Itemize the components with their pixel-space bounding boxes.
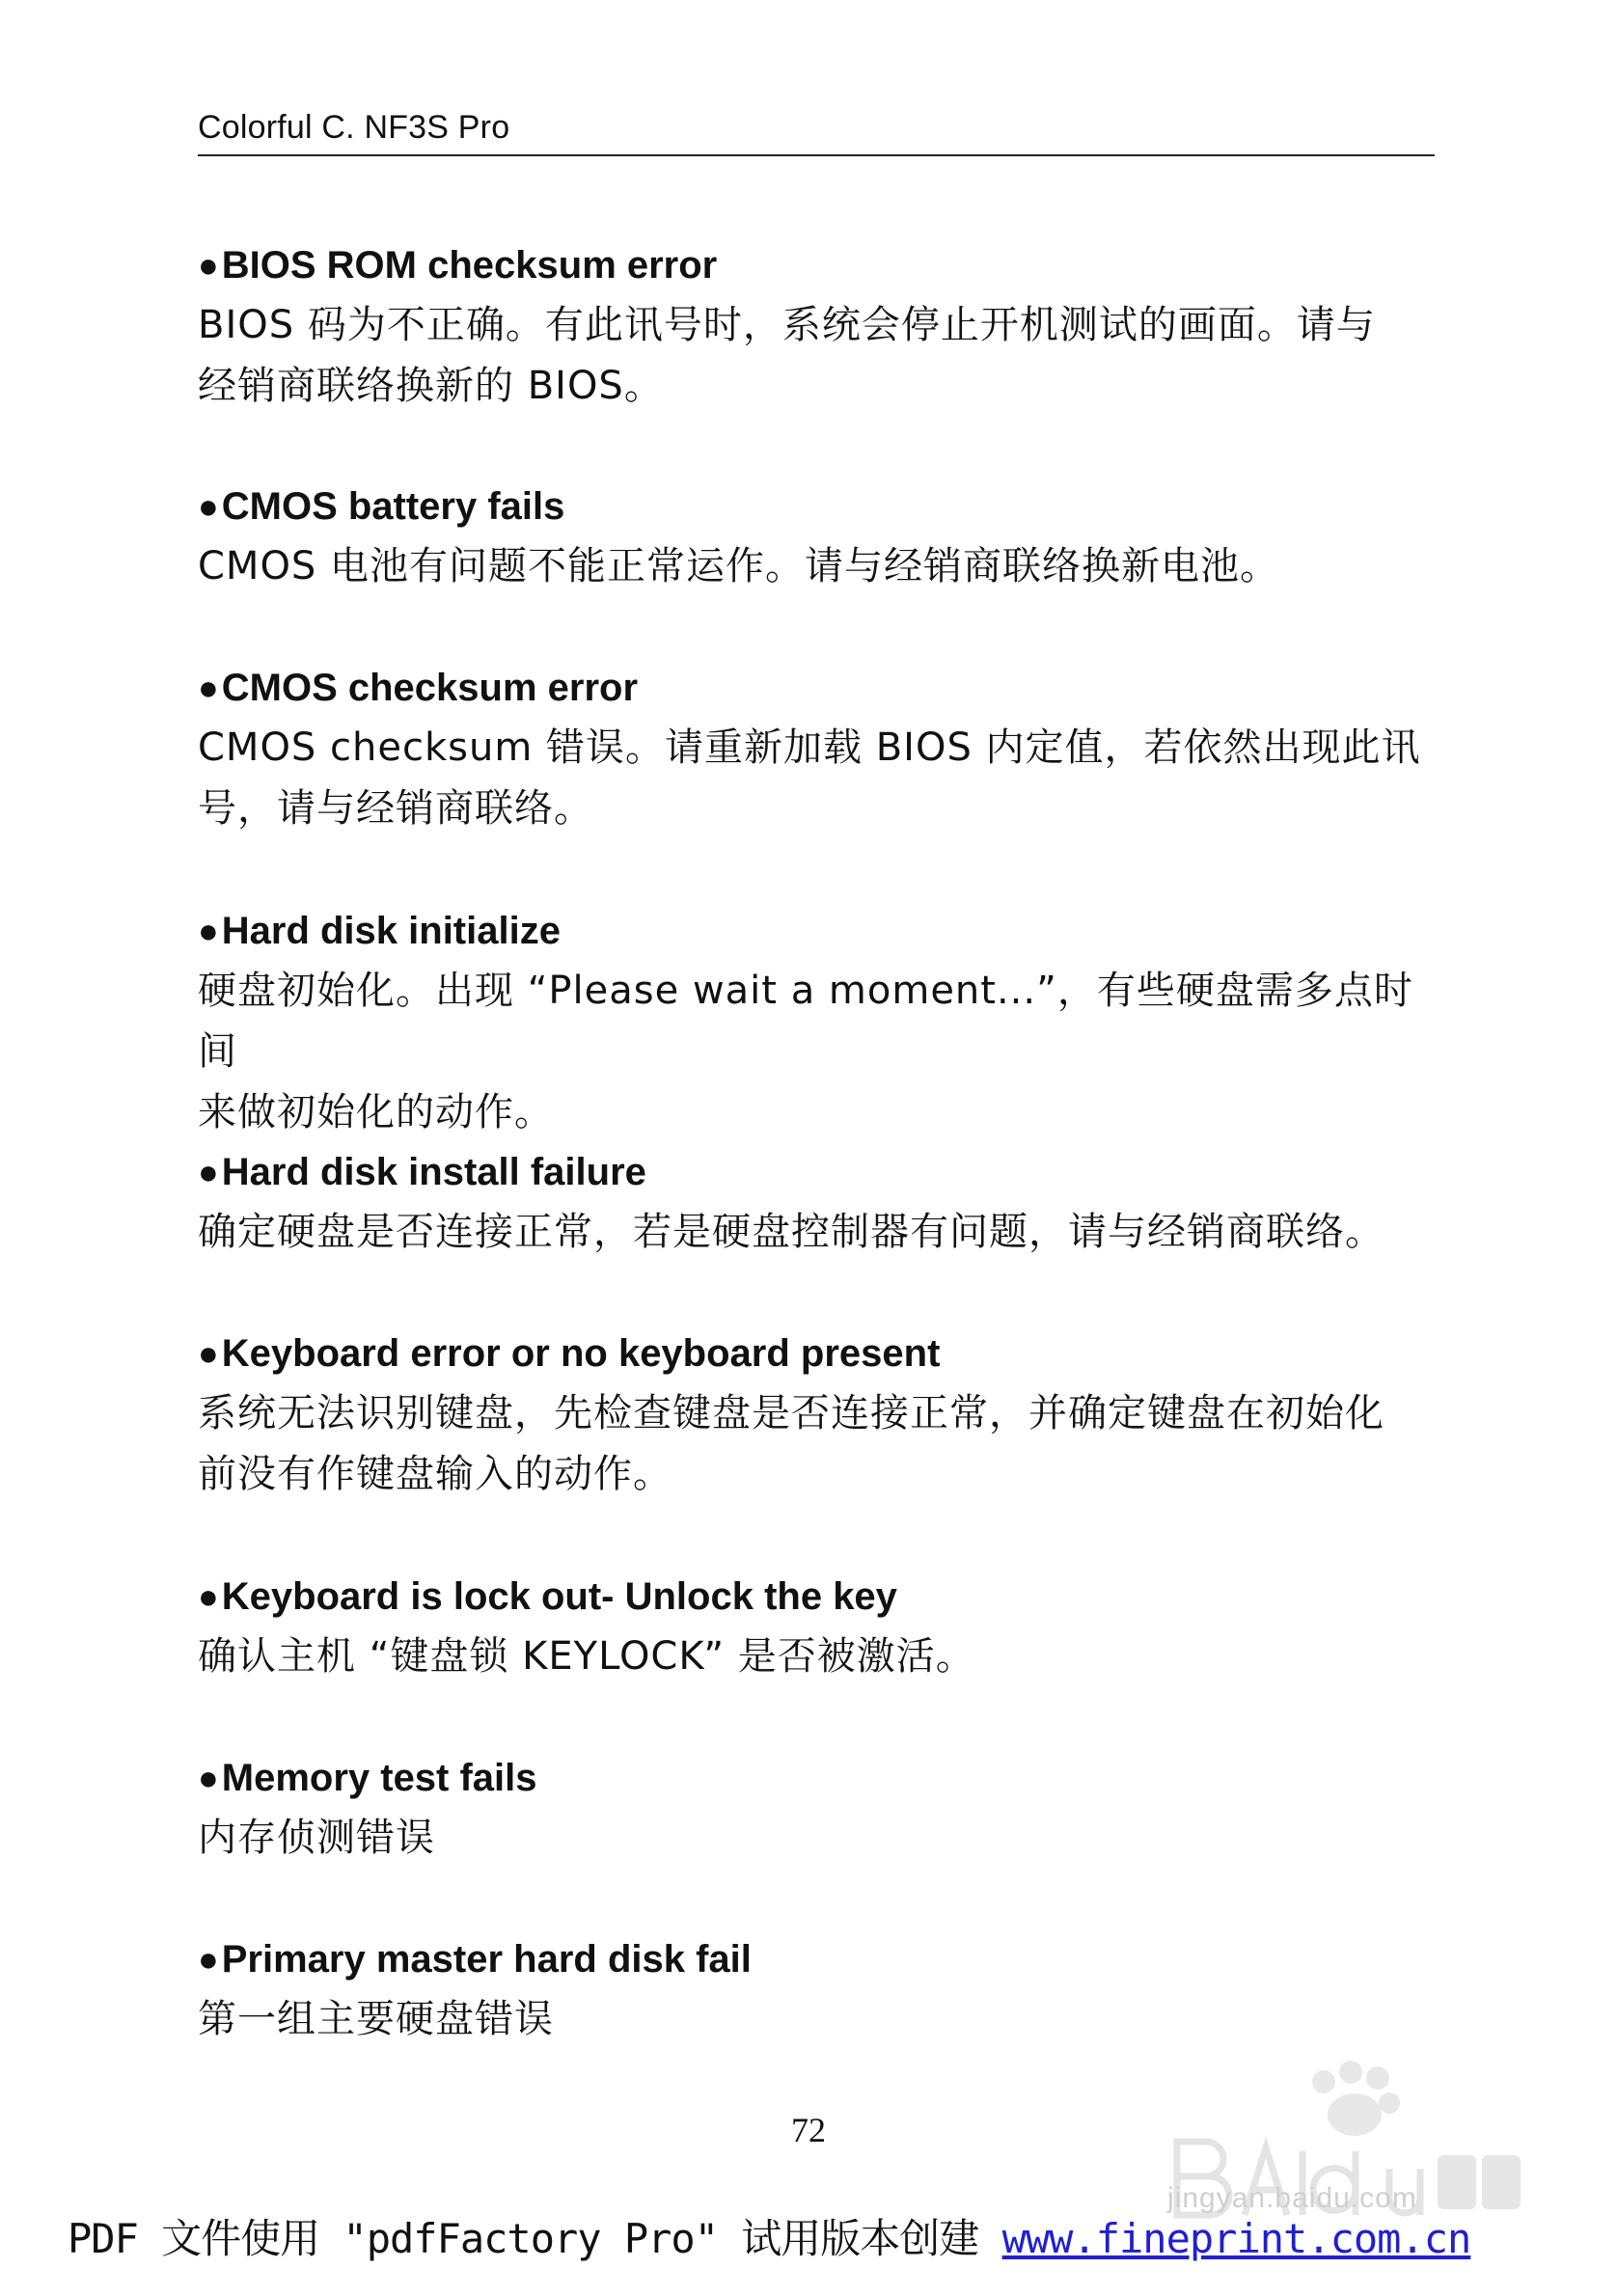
error-description-line: 号，请与经销商联络。 [198, 786, 593, 831]
error-title-text: BIOS ROM checksum error [221, 244, 718, 287]
error-entry [198, 901, 1435, 1142]
error-description-line: 经销商联络换新的 BIOS。 [198, 364, 664, 408]
bullet-icon: ● [198, 1576, 219, 1616]
error-description-line: 系统无法识别键盘，先检查键盘是否连接正常，并确定键盘在初始化 [198, 1391, 1384, 1435]
error-entry [198, 1567, 1435, 1748]
error-title-text: CMOS checksum error [221, 667, 639, 709]
error-title [198, 477, 1435, 536]
error-title-text: Primary master hard disk fail [221, 1938, 752, 1981]
page-number: 72 [791, 2111, 826, 2149]
bullet-icon: ● [198, 1152, 219, 1191]
error-description-line: 硬盘初始化。出现 “Please wait a moment...”，有些硬盘需多点时间 [198, 969, 1413, 1074]
error-title [198, 235, 1435, 295]
error-entry [198, 1142, 1435, 1324]
error-description-line: CMOS 电池有问题不能正常运作。请与经销商联络换新电池。 [198, 544, 1280, 588]
error-title [198, 1567, 1435, 1626]
error-description-line: 确定硬盘是否连接正常，若是硬盘控制器有问题，请与经销商联络。 [198, 1210, 1384, 1254]
error-description-line: 前没有作键盘输入的动作。 [198, 1452, 672, 1496]
pdf-footer [68, 2215, 1470, 2263]
error-description-line: 内存侦测错误 [198, 1816, 435, 1860]
error-title-text: Hard disk initialize [221, 910, 561, 952]
error-description-line: CMOS checksum 错误。请重新加载 BIOS 内定值，若依然出现此讯 [198, 725, 1421, 770]
error-title-text: Memory test fails [221, 1757, 537, 1799]
bullet-icon: ● [198, 1333, 219, 1373]
error-title-text: CMOS battery fails [221, 485, 565, 528]
bullet-icon: ● [198, 668, 219, 707]
page-header [198, 106, 1435, 156]
bullet-icon: ● [198, 486, 219, 526]
error-description-line: 第一组主要硬盘错误 [198, 1997, 554, 2041]
error-description-line: 确认主机 “键盘锁 KEYLOCK” 是否被激活。 [198, 1634, 975, 1679]
error-title-text: Hard disk install failure [221, 1151, 646, 1193]
error-message-list [198, 235, 1435, 2055]
error-description-line: BIOS 码为不正确。有此讯号时，系统会停止开机测试的画面。请与 [198, 303, 1376, 347]
error-entry [198, 477, 1435, 658]
error-title [198, 1142, 1435, 1202]
error-entry [198, 235, 1435, 477]
bullet-icon: ● [198, 1758, 219, 1797]
bullet-icon: ● [198, 911, 219, 950]
error-entry [198, 1748, 1435, 1929]
error-description-line: 来做初始化的动作。 [198, 1090, 554, 1134]
error-title [198, 901, 1435, 961]
bullet-icon: ● [198, 245, 219, 285]
footer-text: PDF 文件使用 "pdfFactory Pro" 试用版本创建 [68, 2215, 1002, 2262]
error-title [198, 1324, 1435, 1383]
watermark-url: jingyan.baidu.com [1167, 2182, 1417, 2214]
error-entry [198, 658, 1435, 901]
error-title [198, 1929, 1435, 1989]
error-title-text: Keyboard is lock out- Unlock the key [221, 1575, 897, 1618]
footer-link[interactable]: www.fineprint.com.cn [1001, 2215, 1471, 2262]
bullet-icon: ● [198, 1939, 219, 1979]
error-title-text: Keyboard error or no keyboard present [221, 1332, 941, 1375]
error-title [198, 1748, 1435, 1808]
error-entry [198, 1929, 1435, 2055]
header-title: Colorful C. NF3S Pro [198, 109, 510, 146]
error-entry [198, 1324, 1435, 1567]
error-title [198, 658, 1435, 718]
